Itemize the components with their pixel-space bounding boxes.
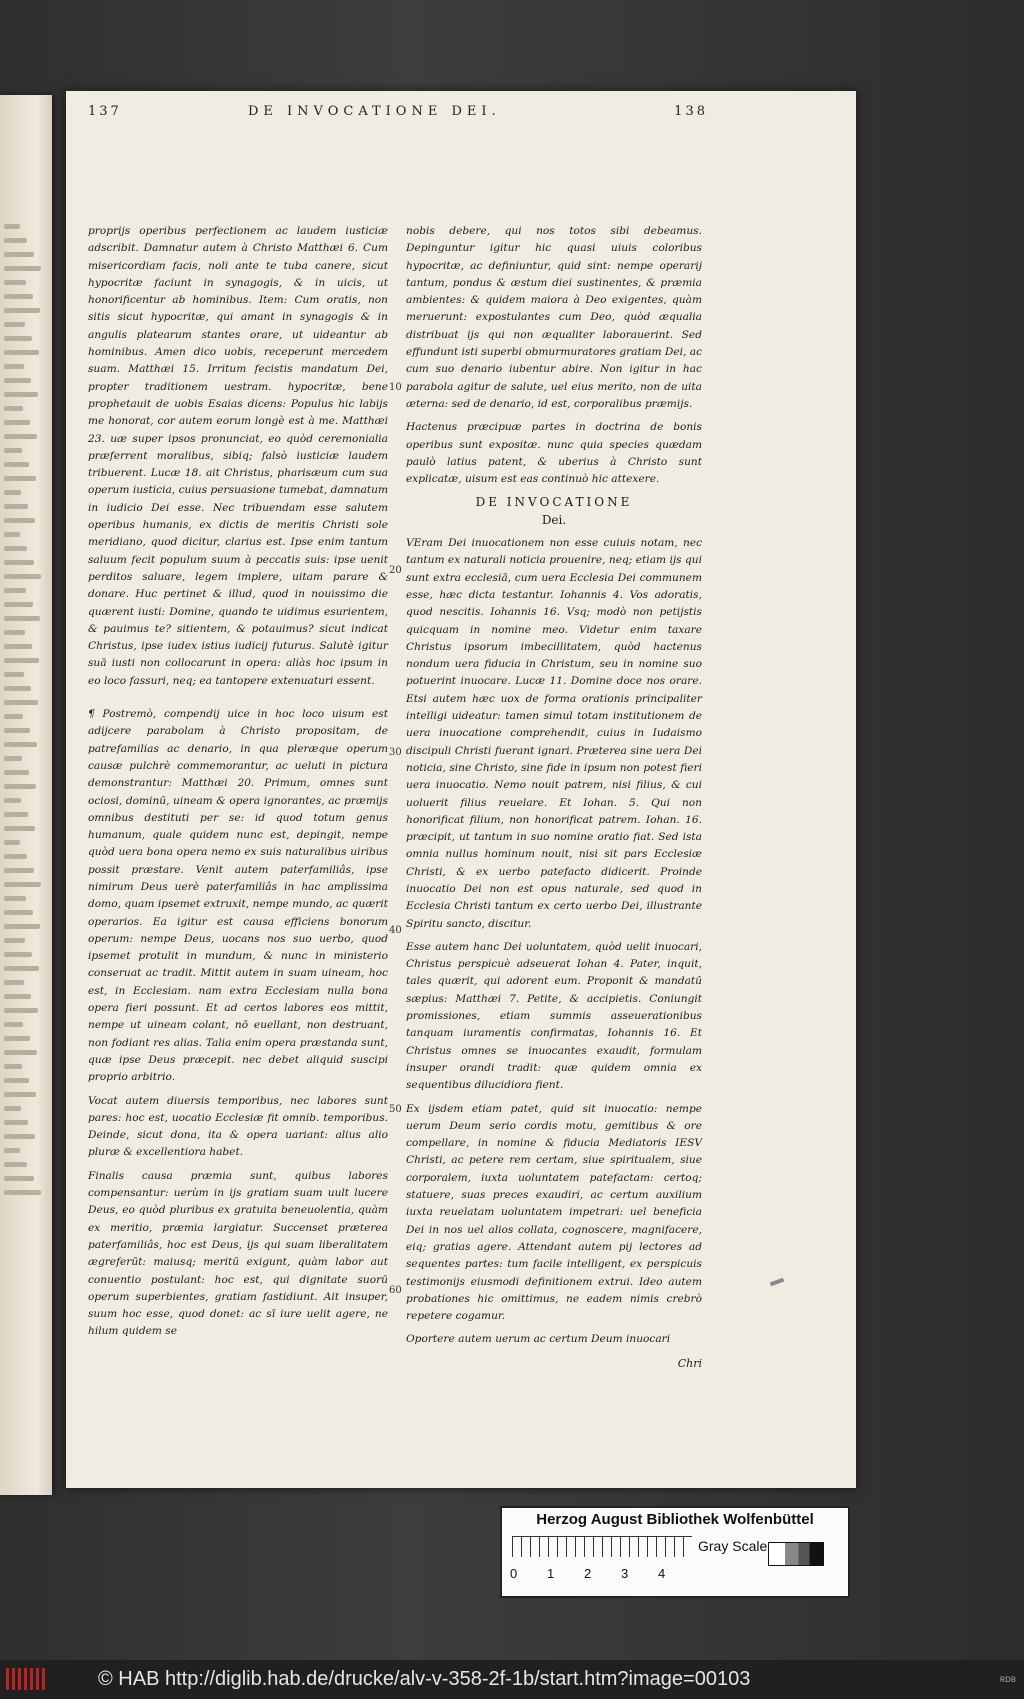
previous-page-line — [4, 938, 25, 943]
previous-page-line — [4, 280, 26, 285]
previous-page-line — [4, 1092, 36, 1097]
previous-page-line — [4, 308, 40, 313]
previous-page-line — [4, 532, 20, 537]
left-paragraph: proprijs operibus perfectionem ac laudem iusticiæ adscribit. Damnatur autem à Christo Matthæi 6. Cum misericordiam facis, noli ante te tuba canere, sicut hypocritæ faciunt in synagogis, & in uicis, ut honorificentur ab hominibus. Item: Cum oratis, non sitis sicut hypocritæ, qui amant in synagogis & in angulis platearum stantes orare, ut uideantur ab hominibus. Amen dico uobis, receperunt mercedem suam. Matthæi 15. Irritum fecistis mandatum Dei, propter traditionem uestram. hypocritæ, bene prophetauit de uobis Esaias dicens: Populus hic labijs me honorat, cor autem eorum longè est à me. Matthæi 23. uæ super ipsos pronunciat, eo quòd ceremonialia præferrent moralibus, sibiq; falsò iusticiæ laudem tribuerent. Lucæ 18. ait Christus, pharisæum cum sua operum iusticia, cuius persuasione tumebat, damnatum in iudicio Dei esse. Nec tribuendam esse salutem operibus humanis, ex dictis de meritis Christi sole meridiano, quod dicitur, clarius est. Ipse enim tantum saluum fecit populum suum à peccatis suis: ipse uenit perditos saluare, legem implere, uitam parare & donare. Huc pertinet & illud, quod in nouissimo die quærent iusti: Domine, quando te uidimus esurientem, & pauimus te? sitientem, & potauimus? sicut indicat Christus, ipse iudex istius iudicij futurus. Salutè igitur suā iusti non collocarunt in opera: aliàs hoc ipsum in eo loco fassuri, neq; ea tantopere extenuaturi essent. — [88, 225, 388, 687]
color-bar — [500, 1506, 850, 1598]
gray-scale-label: Gray Scale — [698, 1538, 768, 1554]
previous-page-line — [4, 1190, 41, 1195]
right-paragraph: Ex ijsdem etiam patet, quid sit inuocatio: nempe uerum Deum serio cordis motu, gemitibus & ore compellare, in nomine & fiducia Mediatoris IESV Christi, ac petere rem certam, siue spiritualem, siue corporalem, iuxta uoluntatem patefactam: certoq; statuere, suas preces exaudiri, ac certum auxilium iuxta reuelatam uoluntatem impetrari: uel beneficia Dei in nos uel alios collata, cognoscere, magnifacere, eiq; gratias agere. Attendant autem pij lectores ad sequentes partes: tum facile intelligent, ex perspicuis testimonijs eiusmodi definitionem extrui. Ideo autem probationes hic omittimus, ne eadem nimis crebrò repetere cogamur. — [406, 1102, 702, 1323]
previous-page-line — [4, 560, 34, 565]
previous-page-line — [4, 336, 32, 341]
right-page-number: 138 — [674, 104, 708, 119]
previous-page-line — [4, 812, 28, 817]
previous-page-line — [4, 462, 29, 467]
previous-page-line — [4, 658, 39, 663]
previous-page-line — [4, 434, 37, 439]
previous-page-line — [4, 322, 25, 327]
line-number: 20 — [389, 565, 402, 576]
previous-page-line — [4, 504, 28, 509]
previous-page-line — [4, 1134, 35, 1139]
previous-page-line — [4, 784, 36, 789]
previous-page-line — [4, 406, 23, 411]
previous-page-line — [4, 350, 39, 355]
previous-page-line — [4, 798, 21, 803]
catchword: Chri — [677, 1356, 702, 1370]
previous-page-line — [4, 826, 35, 831]
previous-page-line — [4, 1120, 28, 1125]
right-paragraph: Hactenus præcipuæ partes in doctrina de bonis operibus sunt expositæ. nunc quia species quædam paulò latius patent, & uberius à Christo sunt explicatæ, uisum est eas continuò hic attexere. — [406, 421, 702, 486]
previous-page-line — [4, 266, 41, 271]
previous-page-line — [4, 546, 27, 551]
footer-bar — [0, 1660, 1024, 1699]
previous-page-line — [4, 490, 21, 495]
previous-page-line — [4, 1036, 30, 1041]
previous-page-line — [4, 980, 24, 985]
previous-page-text-fragment — [4, 215, 44, 1465]
scale-ruler — [512, 1536, 692, 1557]
previous-page-line — [4, 924, 40, 929]
previous-page-line — [4, 378, 31, 383]
right-paragraph: Esse autem hanc Dei uoluntatem, quòd uelit inuocari, Christus perspicuè adseuerat Iohan 4. Pater, inquit, tales quærit, qui adorent eum. Proponit & mandatū sæpius: Matthæi 7. Petite, & accipietis. Coniungit promissiones, etiam summis asseuerationibus tanquam iuramentis confirmatas, Iohannis 16. Et Christus omnes se inuocantes exaudit, formulam insuper orandi tradit: quæ quidem omnia ex sequentibus dilucidiora fient. — [406, 940, 702, 1092]
previous-page-line — [4, 1008, 38, 1013]
hab-logo-icon — [6, 1668, 46, 1690]
right-paragraph: nobis debere, qui nos totos sibi debeamus. Depinguntur igitur hic quasi uiuis coloribus hypocritæ, ac definiuntur, quid sint: nempe operarij tantum, pondus & æstum diei sustinentes, & præmia ambientes: & quidem maiora à Deo exigentes, quàm meruerunt: expostulantes cum Deo, quòd æqualia distribuat ijs qui non æqualiter laborauerint. Sed effundunt isti superbi obmurmuratores gratiam Dei, ac cum suo denario iubentur abire. Non igitur in hac parabola agitur de salute, uel eius merito, non de uita æterna: sed de denario, id est, corporalibus præmijs. — [406, 225, 703, 410]
previous-page-line — [4, 364, 24, 369]
previous-page-line — [4, 1106, 21, 1111]
previous-page-line — [4, 742, 37, 747]
left-page-number: 137 — [88, 104, 122, 119]
line-number: 30 — [389, 747, 402, 758]
previous-page-line — [4, 756, 22, 761]
previous-page-line — [4, 868, 34, 873]
scale-number: 4 — [658, 1566, 666, 1581]
previous-page-line — [4, 952, 32, 957]
previous-page-line — [4, 882, 41, 887]
scale-number: 0 — [510, 1566, 518, 1581]
previous-page-edge — [0, 95, 52, 1495]
scale-numbers — [510, 1566, 700, 1581]
previous-page-line — [4, 672, 24, 677]
previous-page-line — [4, 224, 20, 229]
line-number: 50 — [389, 1104, 402, 1115]
previous-page-line — [4, 728, 30, 733]
scale-number: 1 — [547, 1566, 555, 1581]
previous-page-line — [4, 518, 35, 523]
previous-page-line — [4, 896, 26, 901]
previous-page-line — [4, 770, 29, 775]
previous-page-line — [4, 994, 31, 999]
footer-url-text: © HAB http://diglib.hab.de/drucke/alv-v-358-2f-1b/start.htm?image=00103 — [98, 1668, 751, 1690]
running-head-title: DE INVOCATIONE DEI. — [248, 104, 501, 119]
previous-page-line — [4, 1050, 37, 1055]
right-text-column — [406, 223, 702, 1372]
previous-page-line — [4, 420, 30, 425]
right-paragraph: VEram Dei inuocationem non esse cuiuis notam, nec tantum ex naturali noticia prouenire, neq; etiam ijs qui sunt extra ecclesiā, cum uera Ecclesia Dei communem esse, hæc dicta testantur. Iohannis 4. Vos adoratis, quod nescitis. Iohannis 16. Vsq; modò non petijstis quicquam in nomine meo. Videtur enim taxare Christus ipsorum imbecillitatem, quòd hactenus nondum uera fiducia in Christum, seu in nomine suo potuerint inuocare. Lucæ 11. Domine doce nos orare. Etsi autem hæc uox de forma orationis principaliter intelligi uideatur: tamen simul totam institutionem de uera inuocatione comprehendit, cuius in Iudaismo discipuli Christi fuerant ignari. Præterea sine uera Dei noticia, sine Christo, sine fide in ipsum non potest fieri uera inuocatio. Nemo nouit patrem, nisi filius, & cui uoluerit filius reuelare. Et Iohan. 5. Qui non honorificat filium, non honorificat patrem. Iohan. 16. præcipit, ut tantum in suo nomine oratio fiat. Sed ista omnia nullus hominum nouit, nisi sit pars Ecclesiæ Christi, & ex uerbo patefacto didicerit. Proinde inuocatio Dei non est opus naturale, sed quod in Ecclesia Christi tantum ex certo uerbo Dei, illustrante Spiritu sancto, discitur. — [406, 537, 702, 930]
previous-page-line — [4, 574, 41, 579]
section-heading: DE INVOCATIONE — [475, 495, 633, 510]
previous-page-line — [4, 1148, 20, 1153]
previous-page-line — [4, 630, 25, 635]
previous-page-line — [4, 238, 27, 243]
line-number: 60 — [389, 1285, 402, 1296]
previous-page-line — [4, 294, 33, 299]
line-number: 10 — [389, 382, 402, 393]
previous-page-line — [4, 1078, 29, 1083]
previous-page-line — [4, 714, 23, 719]
left-paragraph: Finalis causa præmia sunt, quibus labores compensantur: uerùm in ijs gratiam suam uult lucere Deus, eo quòd pluribus ex gratuita beneuolentia, quàm ex meritio, præmia largiatur. Succenset præterea paterfamiliâs, hoc est Deus, ijs qui suam liberalitatem ægreferūt: maiusq; meritū exigunt, quàm labor aut conuentio postulant: hoc est, qui dignitate suorū operum superbientes, gratiam fastidiunt. Ait insuper, suum hoc esse, quod donet: ac sī iure uelit agere, ne hilum quidem se — [88, 1169, 388, 1338]
previous-page-line — [4, 602, 33, 607]
line-number: 40 — [389, 925, 402, 936]
scale-number: 3 — [621, 1566, 629, 1581]
right-paragraph: Oportere autem uerum ac certum Deum inuocari — [406, 1333, 671, 1346]
left-text-column — [88, 223, 388, 1347]
previous-page-line — [4, 840, 20, 845]
previous-page-line — [4, 644, 32, 649]
left-paragraph: Vocat autem diuersis temporibus, nec labores sunt pares: hoc est, uocatio Ecclesiæ fit omnib. temporibus. Deinde, sicut dona, ita & opera uariant: alius alio pluræ & excellentiora habet. — [88, 1094, 388, 1159]
gray-scale-swatch — [768, 1542, 824, 1566]
previous-page-line — [4, 476, 36, 481]
previous-page-line — [4, 448, 22, 453]
previous-page-line — [4, 1022, 23, 1027]
previous-page-line — [4, 392, 38, 397]
previous-page-line — [4, 700, 38, 705]
previous-page-line — [4, 854, 27, 859]
previous-page-line — [4, 616, 40, 621]
previous-page-line — [4, 910, 33, 915]
left-paragraph: ¶ Postremò, compendij uice in hoc loco uisum est adijcere parabolam à Christo propositam, de patrefamilias ac denario, in qua pleræque operum causæ pulchrè commemorantur, ac ueluti in pictura demonstrantur: Matthæi 20. Primum, omnes sunt ociosi, dominū, uineam & opera ignorantes, ac præmijs omnibus destituti per se: id quod totum genus humanum, quale quidem nunc est, depingit, nempe quòd uera bona opera nemo ex suis naturalibus uiribus possit præstare. Venit autem paterfamiliâs, ipse nimirum Deus uerè paterfamiliâs in hac amplissima domo, quam ipsemet extruxit, nempe mundo, ac quærit operarios. Ea igitur est causa efficiens bonorum operum: nempe Deus, uocans nos suo uerbo, quod ipsemet protulit in mundum, & nunc in ministerio conseruat ac tradit. Mittit autem in suam uineam, hoc est, in Ecclesiam. nam extra Ecclesiam nulla bona opera fieri possunt. Et ad certos labores eos mittit, nempe ut uineam colant, nō euellant, non destruant, non fodiant res alias. Talia enim opera præstanda sunt, quæ ipse Deus præcepit. nec debet aliquid suscipi proprio arbitrio. — [88, 708, 388, 1084]
color-bar-title: Herzog August Bibliothek Wolfenbüttel — [536, 1511, 814, 1528]
scale-number: 2 — [584, 1566, 592, 1581]
previous-page-line — [4, 252, 34, 257]
section-subheading: Dei. — [541, 512, 567, 527]
previous-page-line — [4, 1176, 34, 1181]
footer-mark: ʀᴅʙ — [999, 1674, 1016, 1685]
previous-page-line — [4, 588, 26, 593]
previous-page-line — [4, 966, 39, 971]
previous-page-line — [4, 686, 31, 691]
previous-page-line — [4, 1064, 22, 1069]
previous-page-line — [4, 1162, 27, 1167]
